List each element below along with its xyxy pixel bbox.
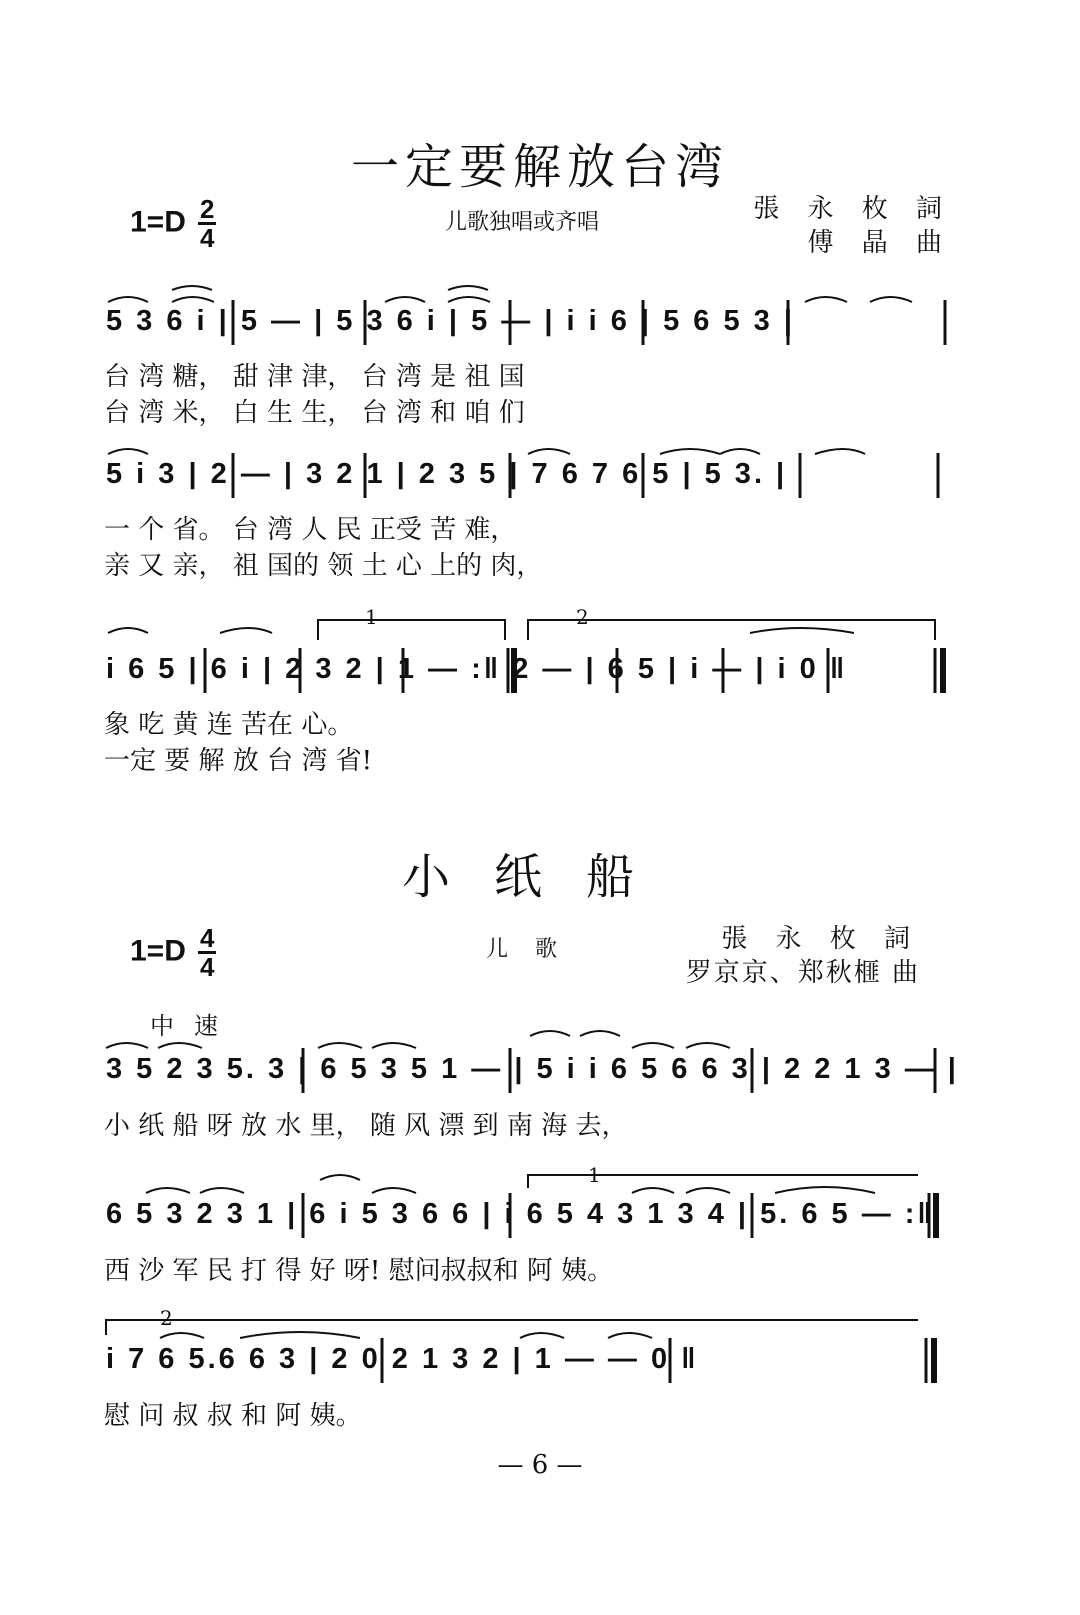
song1-key: 1=D: [130, 205, 186, 239]
song1-volta-2: 2: [576, 605, 589, 629]
song1-time-top: 2: [199, 194, 215, 224]
song1-time-signature: [198, 196, 216, 251]
song2-row1-notes: 3 5 2 3 5. 3 | 6 5 3 5 1 — | 5 i i 6 5 6 6 3 | 2 2 1 3 — |: [106, 1053, 959, 1085]
song2-composer: 罗京京、郑秋榧 曲: [685, 958, 920, 988]
song2-row1-lyrics1: 小 纸 船 呀 放 水 里， 随 风 漂 到 南 海 去，: [104, 1111, 628, 1141]
page-number: — 6 —: [497, 1450, 583, 1480]
song2-row2-notes: 6 5 3 2 3 1 | 6 i 5 3 6 6 | i 6 5 4 3 1 3 4 | 5. 6 5 — :‖: [106, 1198, 935, 1230]
song2-volta-1: 1: [588, 1163, 601, 1187]
song2-volta-2: 2: [160, 1306, 173, 1330]
song1-row2-notes: 5 i 3 | 2 — | 3 2 1 | 2 3 5 | 7 6 7 6 5 | 5 3. |: [106, 458, 788, 490]
song2-lyricist: 張 永 枚 詞: [721, 924, 920, 954]
song1-key-signature: [130, 196, 216, 251]
song1-time-bottom: 4: [199, 223, 215, 253]
song2-subtitle: 儿 歌: [486, 937, 567, 962]
song1-row3-lyrics2: 一定 要 解 放 台 湾 省!: [104, 746, 373, 776]
song1-composer: 傅 晶 曲: [807, 228, 952, 258]
song2-time-top: 4: [199, 923, 215, 953]
song1-row3-lyrics1: 象 吃 黄 连 苦在 心。: [104, 710, 354, 740]
song1-volta-1: 1: [365, 605, 378, 629]
song1-row1-lyrics2: 台 湾 米， 白 生 生， 台 湾 和 咱 们: [104, 398, 525, 428]
song2-key: 1=D: [130, 934, 186, 968]
song1-row2-lyrics2: 亲 又 亲， 祖 国的 领 土 心 上的 肉，: [104, 551, 543, 581]
song1-title: 一定要解放台湾: [350, 139, 729, 195]
song2-row3-lyrics1: 慰 问 叔 叔 和 阿 姨。: [104, 1401, 362, 1431]
song2-row3-notes: i 7 6 5.6 6 3 | 2 0 2 1 3 2 | 1 — — 0 ‖: [106, 1343, 699, 1375]
song1-row1-lyrics1: 台 湾 糖， 甜 津 津， 台 湾 是 祖 国: [104, 362, 525, 392]
song2-title: 小纸船: [401, 849, 678, 905]
song2-row2-lyrics1: 西 沙 军 民 打 得 好 呀! 慰问叔叔和 阿 姨。: [104, 1256, 614, 1286]
song1-row1-notes: 5 3 6 i | 5 — | 5 3 6 i | 5 — | i i 6 | 5 6 5 3 |: [106, 305, 795, 337]
song1-row3-notes: i 6 5 | 6 i | 2 3 2 | 1 — :‖ 2 — | 6 5 | i — | i 0 ‖: [106, 653, 848, 685]
song2-time-signature: [198, 925, 216, 980]
song2-time-bottom: 4: [199, 952, 215, 982]
song2-key-signature: [130, 925, 216, 980]
song1-lyricist: 張 永 枚 詞: [753, 194, 952, 224]
song2-tempo: 中速: [150, 1012, 238, 1040]
song1-subtitle: 儿歌独唱或齐唱: [445, 210, 600, 235]
song1-row2-lyrics1: 一 个 省。 台 湾 人 民 正受 苦 难，: [104, 515, 517, 545]
